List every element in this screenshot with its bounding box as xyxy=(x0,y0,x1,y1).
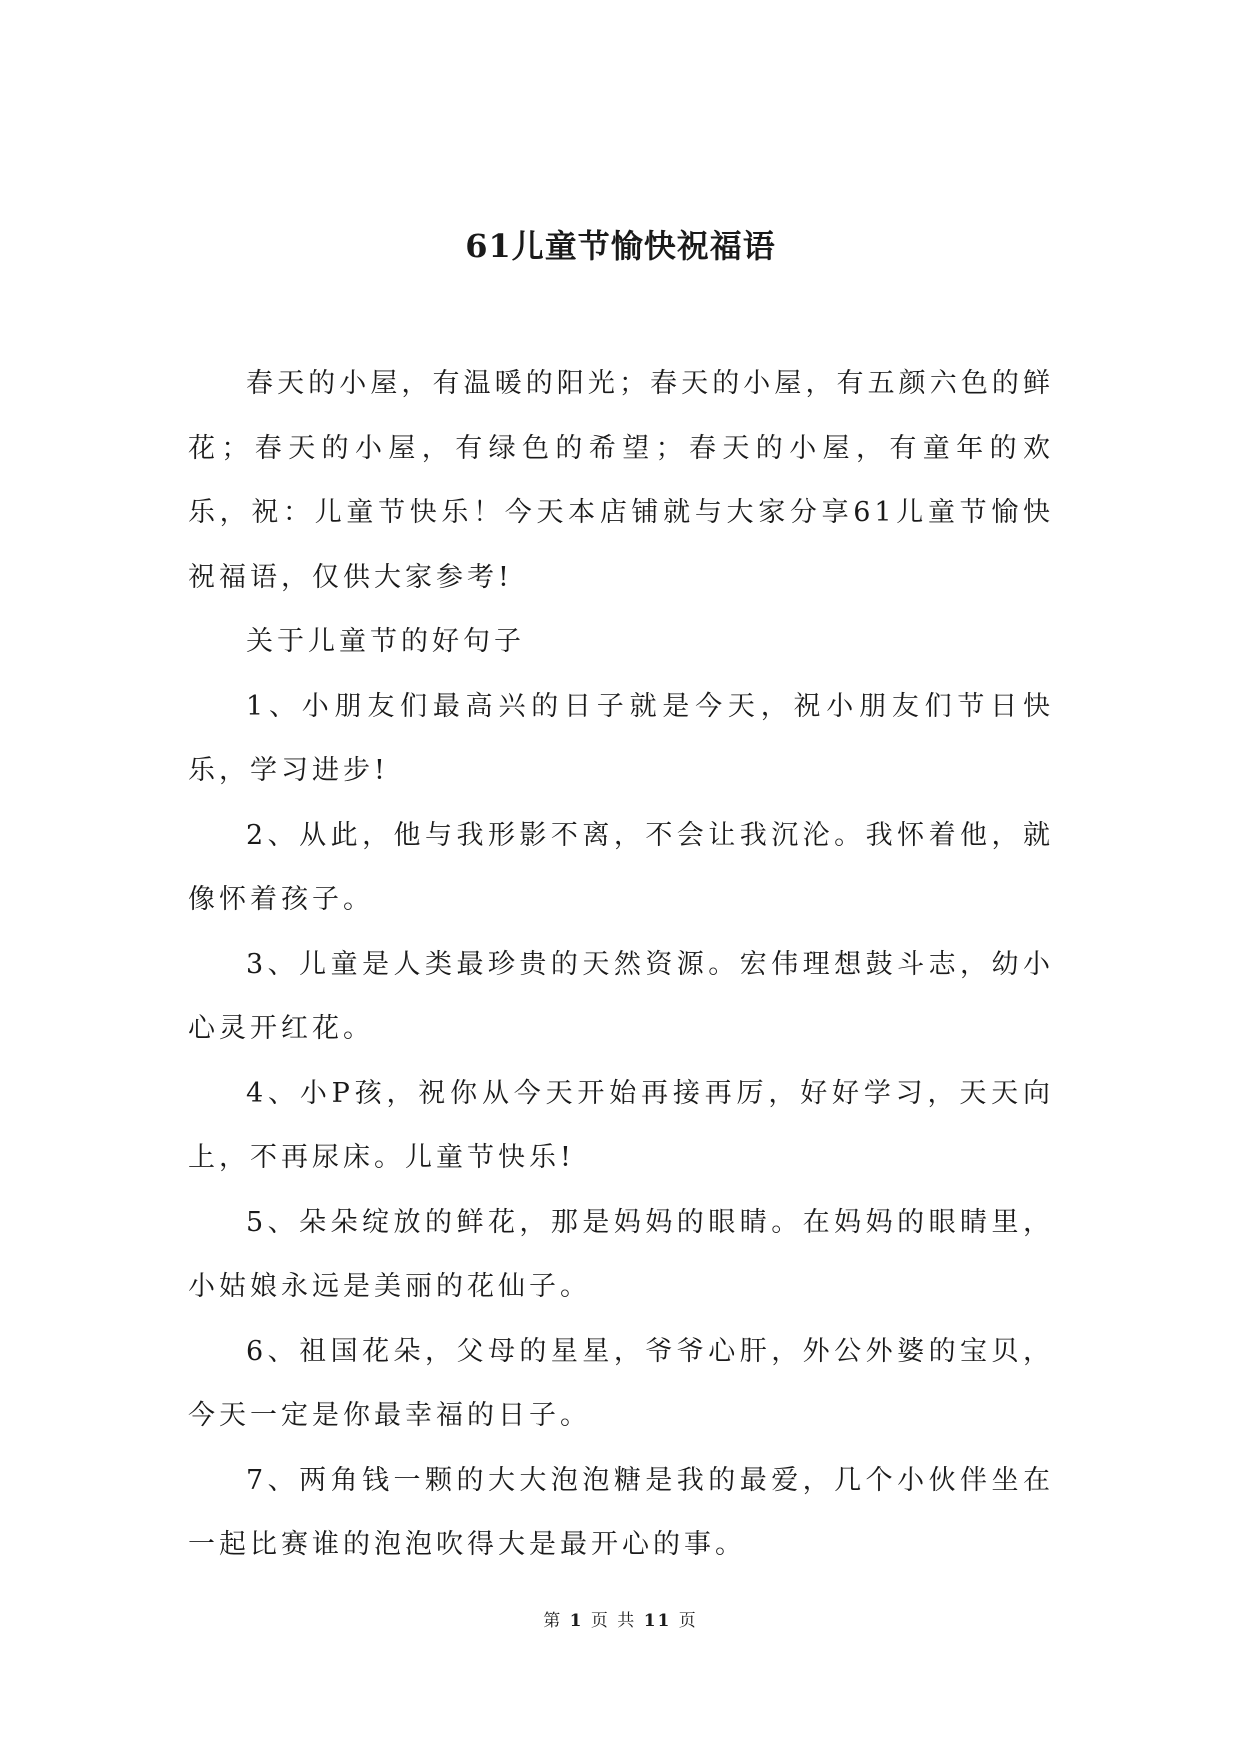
total-pages-number: 11 xyxy=(643,1611,672,1631)
list-item: 3、儿童是人类最珍贵的天然资源。宏伟理想鼓斗志，幼小心灵开红花。 xyxy=(188,948,1054,1044)
list-item: 2、从此，他与我形影不离，不会让我沉沦。我怀着他，就像怀着孩子。 xyxy=(188,819,1054,915)
list-item: 6、祖国花朵，父母的星星，爷爷心肝，外公外婆的宝贝，今天一定是你最幸福的日子。 xyxy=(188,1335,1054,1431)
list-item: 4、小P孩，祝你从今天开始再接再厉，好好学习，天天向上，不再尿床。儿童节快乐! xyxy=(188,1077,1054,1173)
list-item: 1、小朋友们最高兴的日子就是今天，祝小朋友们节日快乐，学习进步! xyxy=(188,690,1054,786)
current-page-number: 1 xyxy=(569,1611,584,1631)
page-footer xyxy=(0,1609,1241,1633)
footer-suffix: 页 xyxy=(678,1611,698,1631)
footer-prefix: 第 xyxy=(543,1611,563,1631)
section-heading: 关于儿童节的好句子 xyxy=(246,626,525,657)
list-item: 5、朵朵绽放的鲜花，那是妈妈的眼睛。在妈妈的眼睛里，小姑娘永远是美丽的花仙子。 xyxy=(188,1206,1054,1302)
intro-paragraph: 春天的小屋，有温暖的阳光；春天的小屋，有五颜六色的鲜花；春天的小屋，有绿色的希望；春天的小屋，有童年的欢乐，祝：儿童节快乐！今天本店铺就与大家分享61儿童节愉快祝福语，仅供大家参考! xyxy=(188,368,1054,593)
document-body xyxy=(188,352,1054,1578)
list-item: 7、两角钱一颗的大大泡泡糖是我的最爱，几个小伙伴坐在一起比赛谁的泡泡吹得大是最开心的事。 xyxy=(188,1464,1054,1560)
footer-middle: 页 共 xyxy=(590,1611,637,1631)
document-title: 61儿童节愉快祝福语 xyxy=(465,227,776,265)
